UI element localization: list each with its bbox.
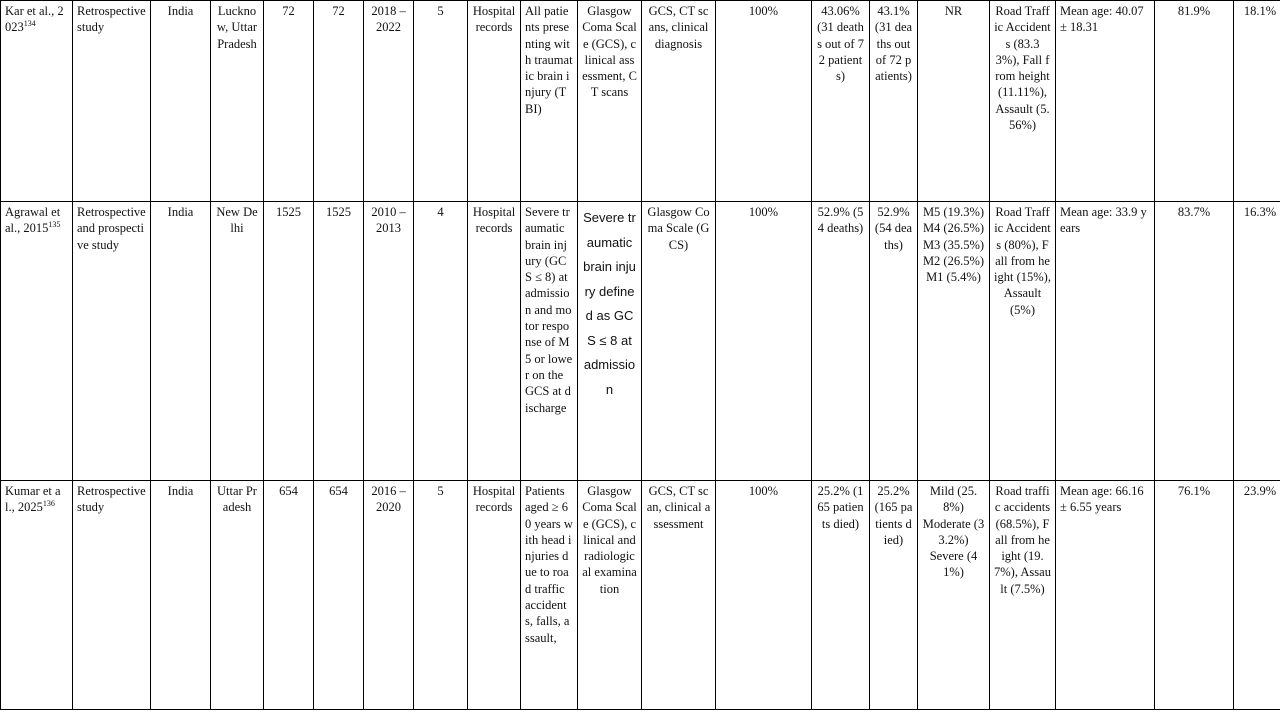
age-cell: Mean age: 40.07 ± 18.31: [1056, 1, 1155, 202]
female-percent-cell: 18.1%: [1234, 1, 1280, 202]
severity-cell: Mild (25.8%) Moderate (33.2%) Severe (41%): [918, 481, 990, 710]
data-source-cell: Hospital records: [468, 1, 521, 202]
population-cell: Patients aged ≥ 60 years with head injuries due to road traffic accidents, falls, assault,: [521, 481, 578, 710]
percent-cell: 100%: [716, 481, 812, 710]
age-cell: Mean age: 66.16 ± 6.55 years: [1056, 481, 1155, 710]
study-period-cell: 2010 – 2013: [364, 202, 414, 481]
mortality-summary-cell: 25.2% (165 patients died): [870, 481, 918, 710]
reference-number: 136: [42, 499, 55, 509]
tbi-definition-cell: Severe traumatic brain injury defined as GCS ≤ 8 at admission: [578, 202, 642, 481]
study-period-cell: 2018 – 2022: [364, 1, 414, 202]
male-percent-cell: 76.1%: [1155, 481, 1234, 710]
population-cell: All patients presenting with traumatic brain injury (TBI): [521, 1, 578, 202]
study-design-cell: Retrospective study: [73, 481, 151, 710]
author-cell: Kar et al., 2023$^{134}$: [1, 1, 73, 202]
country-cell: India: [151, 481, 211, 710]
reference-number: 134: [23, 19, 36, 29]
age-cell: Mean age: 33.9 years: [1056, 202, 1155, 481]
mortality-cell: 43.06% (31 deaths out of 72 patients): [812, 1, 870, 202]
mechanism-cell: Road Traffic Accidents (83.33%), Fall from height (11.11%), Assault (5.56%): [990, 1, 1056, 202]
female-percent-cell: 16.3%: [1234, 202, 1280, 481]
assessment-cell: GCS, CT scan, clinical assessment: [642, 481, 716, 710]
reference-number: 135: [48, 220, 61, 230]
data-source-cell: Hospital records: [468, 202, 521, 481]
sample-size-cell: 654: [264, 481, 314, 710]
assessment-cell: Glasgow Coma Scale (GCS): [642, 202, 716, 481]
study-design-cell: Retrospective study: [73, 1, 151, 202]
author-cell: Agrawal et al., 2015$^{135}$: [1, 202, 73, 481]
study-period-cell: 2016 – 2020: [364, 481, 414, 710]
severity-cell: NR: [918, 1, 990, 202]
quality-score-cell: 4: [414, 202, 468, 481]
mechanism-cell: Road traffic accidents (68.5%), Fall from height (19.7%), Assault (7.5%): [990, 481, 1056, 710]
table-row: [1, 202, 1280, 481]
mortality-cell: 25.2% (165 patients died): [812, 481, 870, 710]
location-cell: Lucknow, Uttar Pradesh: [211, 1, 264, 202]
percent-cell: 100%: [716, 202, 812, 481]
sample-analysed-cell: 1525: [314, 202, 364, 481]
country-cell: India: [151, 202, 211, 481]
sample-size-cell: 72: [264, 1, 314, 202]
assessment-cell: GCS, CT scans, clinical diagnosis: [642, 1, 716, 202]
data-source-cell: Hospital records: [468, 481, 521, 710]
table-row: [1, 481, 1280, 710]
location-cell: Uttar Pradesh: [211, 481, 264, 710]
tbi-definition-cell: Glasgow Coma Scale (GCS), clinical assessment, CT scans: [578, 1, 642, 202]
country-cell: India: [151, 1, 211, 202]
severity-cell: M5 (19.3%) M4 (26.5%) M3 (35.5%) M2 (26.5%) M1 (5.4%): [918, 202, 990, 481]
mortality-summary-cell: 52.9% (54 deaths): [870, 202, 918, 481]
male-percent-cell: 81.9%: [1155, 1, 1234, 202]
location-cell: New Delhi: [211, 202, 264, 481]
sample-analysed-cell: 654: [314, 481, 364, 710]
sample-size-cell: 1525: [264, 202, 314, 481]
mortality-summary-cell: 43.1% (31 deaths out of 72 patients): [870, 1, 918, 202]
mortality-cell: 52.9% (54 deaths): [812, 202, 870, 481]
tbi-definition-cell: Glasgow Coma Scale (GCS), clinical and radiological examination: [578, 481, 642, 710]
study-design-cell: Retrospective and prospective study: [73, 202, 151, 481]
table-row: [1, 1, 1280, 202]
quality-score-cell: 5: [414, 1, 468, 202]
author-cell: Kumar et al., 2025$^{136}$: [1, 481, 73, 710]
male-percent-cell: 83.7%: [1155, 202, 1234, 481]
female-percent-cell: 23.9%: [1234, 481, 1280, 710]
sample-analysed-cell: 72: [314, 1, 364, 202]
quality-score-cell: 5: [414, 481, 468, 710]
percent-cell: 100%: [716, 1, 812, 202]
mechanism-cell: Road Traffic Accidents (80%), Fall from height (15%), Assault (5%): [990, 202, 1056, 481]
population-cell: Severe traumatic brain injury (GCS ≤ 8) at admission and motor response of M5 or lower on the GCS at discharge: [521, 202, 578, 481]
